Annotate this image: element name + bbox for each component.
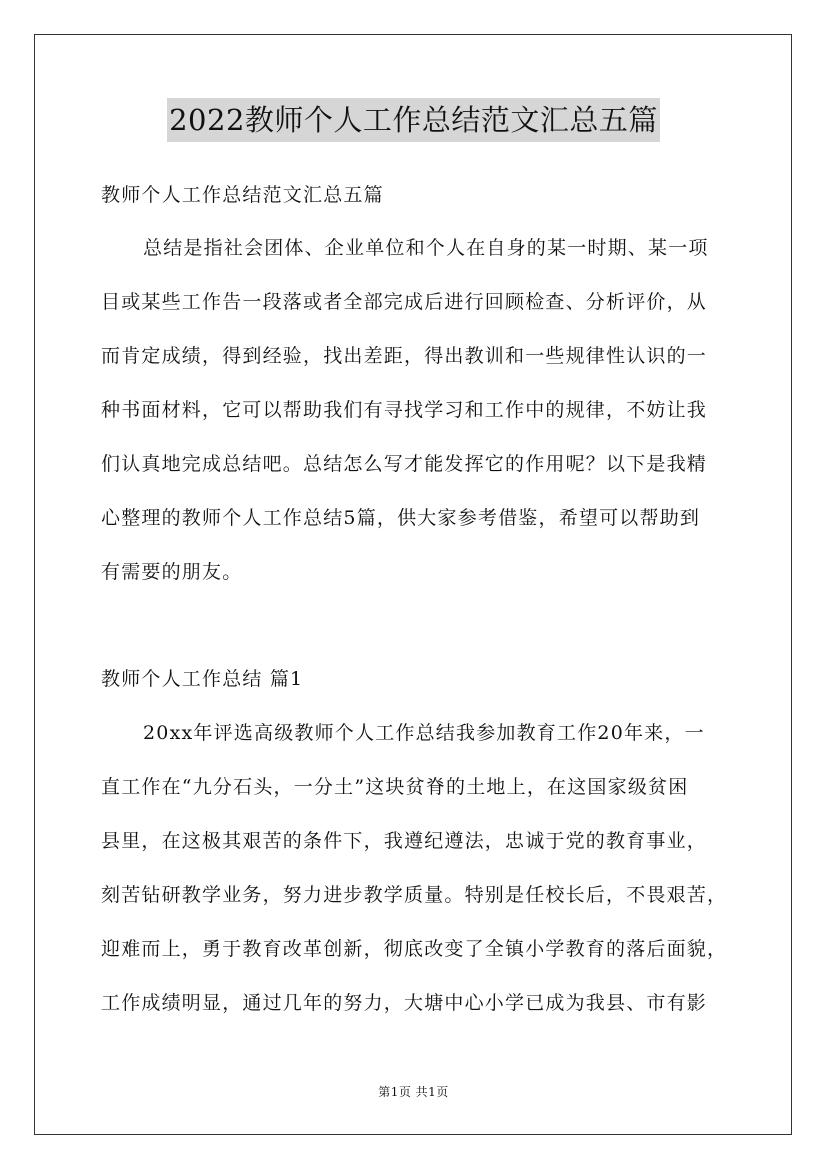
document-subtitle: 教师个人工作总结范文汇总五篇 bbox=[101, 184, 384, 206]
intro-line-6: 心整理的教师个人工作总结5篇，供大家参考借鉴，希望可以帮助到 bbox=[101, 507, 701, 529]
page-footer: 第1页 共1页 bbox=[378, 1085, 449, 1099]
title-container bbox=[0, 98, 827, 142]
section-line-1: 20xx年评选高级教师个人工作总结我参加教育工作20年来，一 bbox=[143, 722, 705, 744]
section-line-6: 工作成绩明显，通过几年的努力，大塘中心小学已成为我县、市有影 bbox=[101, 992, 708, 1014]
intro-line-3: 而肯定成绩，得到经验，找出差距，得出教训和一些规律性认识的一 bbox=[101, 345, 708, 367]
intro-line-1: 总结是指社会团体、企业单位和个人在自身的某一时期、某一项 bbox=[143, 237, 709, 259]
section-line-3: 县里，在这极其艰苦的条件下，我遵纪遵法，忠诚于党的教育事业， bbox=[101, 830, 708, 852]
section-line-5: 迎难而上，勇于教育改革创新，彻底改变了全镇小学教育的落后面貌， bbox=[101, 938, 728, 960]
intro-line-4: 种书面材料，它可以帮助我们有寻找学习和工作中的规律，不妨让我 bbox=[101, 399, 708, 421]
document-title: 2022教师个人工作总结范文汇总五篇 bbox=[167, 98, 660, 142]
intro-line-5: 们认真地完成总结吧。总结怎么写才能发挥它的作用呢？以下是我精 bbox=[101, 453, 708, 475]
intro-line-7: 有需要的朋友。 bbox=[101, 561, 243, 583]
section-heading: 教师个人工作总结 篇1 bbox=[101, 668, 304, 690]
section-line-2: 直工作在“九分石头，一分土”这块贫脊的土地上，在这国家级贫困 bbox=[101, 776, 689, 798]
intro-line-2: 目或某些工作告一段落或者全部完成后进行回顾检查、分析评价，从 bbox=[101, 291, 708, 313]
section-line-4: 刻苦钻研教学业务，努力进步教学质量。特别是任校长后，不畏艰苦， bbox=[101, 884, 728, 906]
